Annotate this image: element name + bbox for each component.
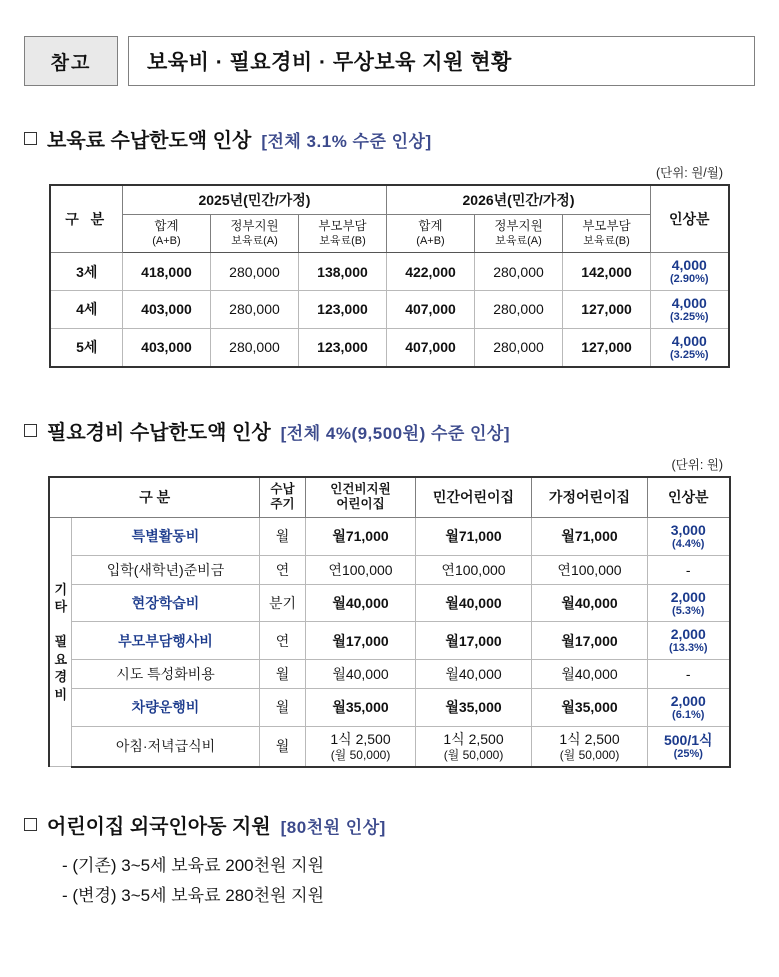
cell-increase-pct: (3.25%) xyxy=(670,311,709,324)
document-page xyxy=(0,36,779,977)
cell-increase xyxy=(648,622,730,660)
cell-public: 월35,000 xyxy=(306,689,416,727)
cell-cycle: 월 xyxy=(260,517,306,555)
th-2025-parent-sub: 보육료(B) xyxy=(319,234,366,247)
cell-2026-parent: 127,000 xyxy=(563,328,651,366)
cell-private xyxy=(416,726,532,767)
cell-2025-gov: 280,000 xyxy=(210,291,298,329)
cell-increase-value: 4,000 xyxy=(671,332,707,349)
section1-title: 보육료 수납한도액 인상 xyxy=(47,130,252,152)
cell-increase-pct: (5.3%) xyxy=(672,604,705,617)
th-2026-total-sub: (A+B) xyxy=(416,234,445,247)
cell-public: 월40,000 xyxy=(306,660,416,689)
table-row xyxy=(49,660,729,689)
th-2025-gov-label: 정부지원 xyxy=(230,219,279,233)
list-item: - (기존) 3~5세 보육료 200천원 지원 xyxy=(62,855,325,875)
th-cycle-l2: 주기 xyxy=(270,497,295,512)
th-2026-gov-sub: 보육료(A) xyxy=(495,234,542,247)
cell-increase-pct: (6.1%) xyxy=(672,709,705,722)
cell-home: 월40,000 xyxy=(532,584,648,622)
th-public-l1: 인건비지원 xyxy=(330,481,391,496)
cell-increase xyxy=(651,328,729,366)
cell-2025-total: 403,000 xyxy=(122,291,210,329)
cell-private: 월17,000 xyxy=(416,622,532,660)
th-2025-total xyxy=(122,215,210,253)
cell-private: 연100,000 xyxy=(416,555,532,584)
cell-private-l1: 1식 2,500 xyxy=(443,730,504,747)
row-label: 3세 xyxy=(50,253,122,291)
th-increase: 인상분 xyxy=(651,185,729,253)
cell-private: 월40,000 xyxy=(416,660,532,689)
reference-badge: 참고 xyxy=(24,36,118,86)
th-2025-gov xyxy=(210,215,298,253)
section1-heading xyxy=(24,124,755,153)
cell-2026-total: 407,000 xyxy=(387,291,475,329)
cell-home-l1: 1식 2,500 xyxy=(559,730,620,747)
cell-public: 월40,000 xyxy=(306,584,416,622)
th-public-l2: 어린이집 xyxy=(336,497,385,512)
th-public-center xyxy=(306,477,416,518)
th-gubun: 구 분 xyxy=(49,477,259,518)
cell-increase-value: 2,000 xyxy=(670,693,706,710)
th-year-2026: 2026년(민간/가정) xyxy=(387,185,651,215)
cell-2025-parent: 123,000 xyxy=(298,328,386,366)
row-label: 특별활동비 xyxy=(71,517,259,555)
cell-2025-gov: 280,000 xyxy=(210,328,298,366)
section2-heading xyxy=(24,416,755,445)
section-childcare-fee xyxy=(24,124,755,368)
cell-2026-gov: 280,000 xyxy=(475,328,563,366)
cell-cycle: 월 xyxy=(260,726,306,767)
cell-2025-gov: 280,000 xyxy=(210,253,298,291)
th-2026-parent-label: 부모부담 xyxy=(582,219,631,233)
cell-increase-pct: (13.3%) xyxy=(668,642,708,655)
row-label: 시도 특성화비용 xyxy=(71,660,259,689)
th-2025-total-label: 합계 xyxy=(154,219,179,233)
th-cycle-l1: 수납 xyxy=(270,481,295,496)
th-2026-gov-label: 정부지원 xyxy=(494,219,543,233)
section3-bullet-list xyxy=(62,851,755,911)
cell-increase-value: 2,000 xyxy=(670,588,706,605)
cell-private: 월35,000 xyxy=(416,689,532,727)
th-private-center: 민간어린이집 xyxy=(416,477,532,518)
row-label: 차량운행비 xyxy=(71,689,259,727)
section2-title: 필요경비 수납한도액 인상 xyxy=(47,421,271,444)
th-gubun: 구 분 xyxy=(50,185,122,253)
th-2026-total-label: 합계 xyxy=(418,219,443,233)
square-bullet-icon xyxy=(24,424,37,437)
cell-cycle: 월 xyxy=(260,660,306,689)
th-2026-parent xyxy=(563,215,651,253)
cell-home: 월40,000 xyxy=(532,660,648,689)
square-bullet-icon xyxy=(24,132,37,145)
table-row xyxy=(50,328,728,366)
section3-note: [80천원 인상] xyxy=(280,817,386,837)
th-2026-gov xyxy=(475,215,563,253)
cell-public-l1: 1식 2,500 xyxy=(330,730,391,747)
table-row xyxy=(50,253,728,291)
cell-home: 월17,000 xyxy=(532,622,648,660)
section1-unit: (단위: 원/월) xyxy=(655,166,723,180)
cell-home xyxy=(532,726,648,767)
cell-2026-total: 422,000 xyxy=(387,253,475,291)
cell-increase-pct: (25%) xyxy=(673,748,703,761)
table-row xyxy=(49,726,729,767)
cell-public: 연100,000 xyxy=(306,555,416,584)
th-2025-parent xyxy=(298,215,386,253)
cell-public: 월71,000 xyxy=(306,517,416,555)
cell-cycle: 월 xyxy=(260,689,306,727)
row-label: 아침·저녁급식비 xyxy=(71,726,259,767)
th-home-center: 가정어린이집 xyxy=(532,477,648,518)
cell-2025-total: 403,000 xyxy=(122,328,210,366)
th-year-2025: 2025년(민간/가정) xyxy=(122,185,386,215)
cell-private: 월40,000 xyxy=(416,584,532,622)
cell-public: 월17,000 xyxy=(306,622,416,660)
th-2025-gov-sub: 보육료(A) xyxy=(231,234,278,247)
cell-increase xyxy=(648,517,730,555)
cell-increase xyxy=(651,291,729,329)
cell-2025-total: 418,000 xyxy=(122,253,210,291)
section2-note: [전체 4%(9,500원) 수준 인상] xyxy=(280,423,511,443)
table-row xyxy=(49,555,729,584)
cell-increase-value: 2,000 xyxy=(670,626,706,643)
cell-public-l2: (월 50,000) xyxy=(330,747,391,762)
th-2026-total xyxy=(387,215,475,253)
list-item: - (변경) 3~5세 보육료 280천원 지원 xyxy=(62,885,325,905)
cell-2026-total: 407,000 xyxy=(387,328,475,366)
cell-increase xyxy=(648,726,730,767)
table-row xyxy=(49,517,729,555)
section1-note: [전체 3.1% 수준 인상] xyxy=(261,132,432,151)
cell-increase: - xyxy=(648,660,730,689)
cell-increase-value: 500/1식 xyxy=(663,731,713,748)
th-2025-total-sub: (A+B) xyxy=(152,234,181,247)
cell-home: 월71,000 xyxy=(532,517,648,555)
cell-increase-pct: (2.90%) xyxy=(670,273,709,286)
cell-increase-value: 4,000 xyxy=(671,257,707,274)
cell-2025-parent: 123,000 xyxy=(298,291,386,329)
table-row xyxy=(49,622,729,660)
document-header xyxy=(24,36,755,86)
th-2026-parent-sub: 보육료(B) xyxy=(583,234,630,247)
cell-increase-pct: (3.25%) xyxy=(670,348,709,361)
cell-increase xyxy=(651,253,729,291)
cell-cycle: 분기 xyxy=(260,584,306,622)
cell-increase-value: 3,000 xyxy=(670,521,706,538)
th-cycle xyxy=(260,477,306,518)
section-necessary-expense xyxy=(24,416,755,768)
side-label-necessary-expense: 기 타 필 요 경 비 xyxy=(49,517,71,767)
section3-title: 어린이집 외국인아동 지원 xyxy=(47,815,271,838)
table-row xyxy=(49,689,729,727)
cell-cycle: 연 xyxy=(260,555,306,584)
th-increase: 인상분 xyxy=(648,477,730,518)
square-bullet-icon xyxy=(24,818,37,831)
cell-2025-parent: 138,000 xyxy=(298,253,386,291)
row-label: 4세 xyxy=(50,291,122,329)
cell-increase-pct: (4.4%) xyxy=(672,537,705,550)
th-2025-parent-label: 부모부담 xyxy=(318,219,367,233)
table-childcare-fee xyxy=(49,184,729,368)
section-foreign-children xyxy=(24,810,755,911)
cell-increase xyxy=(648,689,730,727)
row-label: 부모부담행사비 xyxy=(71,622,259,660)
table-row xyxy=(50,291,728,329)
row-label: 입학(새학년)준비금 xyxy=(71,555,259,584)
cell-home: 월35,000 xyxy=(532,689,648,727)
cell-2026-gov: 280,000 xyxy=(475,253,563,291)
cell-private: 월71,000 xyxy=(416,517,532,555)
cell-home-l2: (월 50,000) xyxy=(559,747,620,762)
cell-increase xyxy=(648,584,730,622)
cell-cycle: 연 xyxy=(260,622,306,660)
section2-unit: (단위: 원) xyxy=(671,457,723,472)
table-row xyxy=(49,584,729,622)
document-title: 보육비 · 필요경비 · 무상보육 지원 현황 xyxy=(128,36,755,86)
section3-heading xyxy=(24,810,755,839)
cell-private-l2: (월 50,000) xyxy=(443,747,504,762)
row-label: 현장학습비 xyxy=(71,584,259,622)
row-label: 5세 xyxy=(50,328,122,366)
cell-increase: - xyxy=(648,555,730,584)
cell-public xyxy=(306,726,416,767)
cell-home: 연100,000 xyxy=(532,555,648,584)
cell-2026-gov: 280,000 xyxy=(475,291,563,329)
cell-increase-value: 4,000 xyxy=(671,295,707,312)
cell-2026-parent: 142,000 xyxy=(563,253,651,291)
cell-2026-parent: 127,000 xyxy=(563,291,651,329)
table-necessary-expense xyxy=(48,476,730,768)
